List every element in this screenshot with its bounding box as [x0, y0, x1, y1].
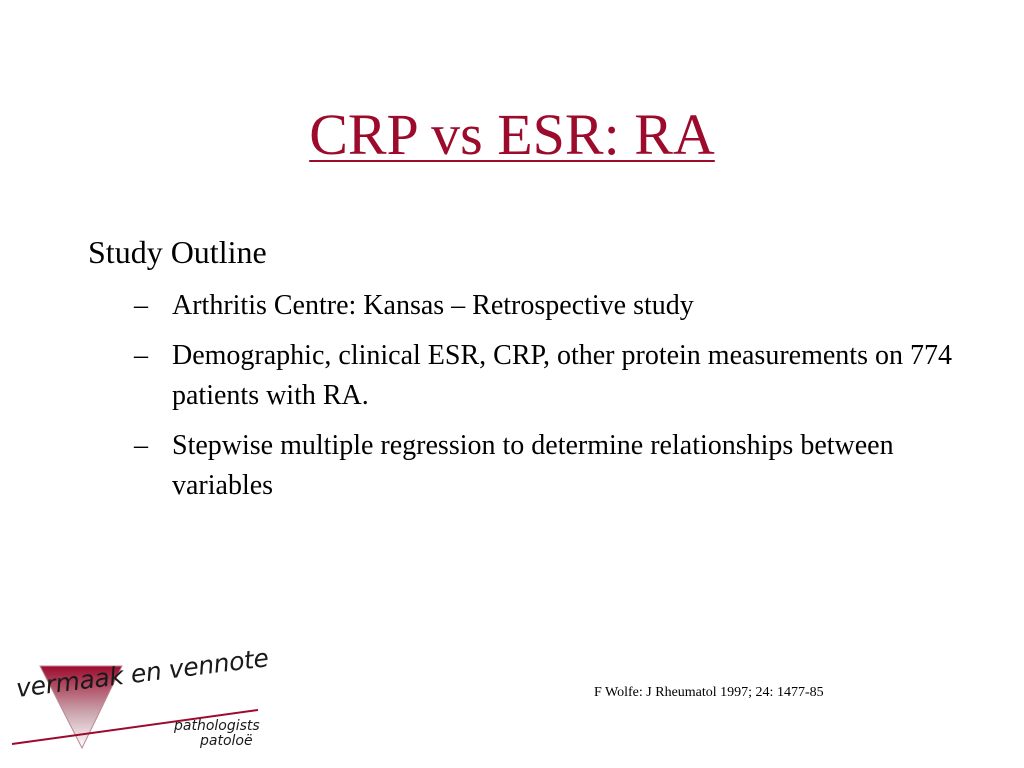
logo-subtitle-en: pathologists [174, 718, 260, 734]
bullet-dash: – [134, 290, 148, 321]
bullet-list [134, 286, 954, 516]
bullet-item [134, 286, 954, 326]
bullet-item [134, 336, 954, 416]
slide-title: CRP vs ESR: RA [309, 102, 715, 167]
bullet-dash: – [134, 340, 148, 371]
company-logo [10, 643, 271, 754]
citation: F Wolfe: J Rheumatol 1997; 24: 1477-85 [594, 685, 824, 700]
logo-name: vermaak en vennote [14, 643, 271, 703]
bullet-item [134, 426, 954, 506]
outline-heading: Study Outline [88, 234, 267, 270]
bullet-text: Demographic, clinical ESR, CRP, other protein measurements on 774 patients with RA. [172, 340, 952, 411]
bullet-text: Arthritis Centre: Kansas – Retrospective study [172, 290, 694, 321]
logo-subtitle-af: patoloë [200, 733, 253, 749]
bullet-text: Stepwise multiple regression to determine relationships between variables [172, 430, 894, 501]
bullet-dash: – [134, 430, 148, 461]
